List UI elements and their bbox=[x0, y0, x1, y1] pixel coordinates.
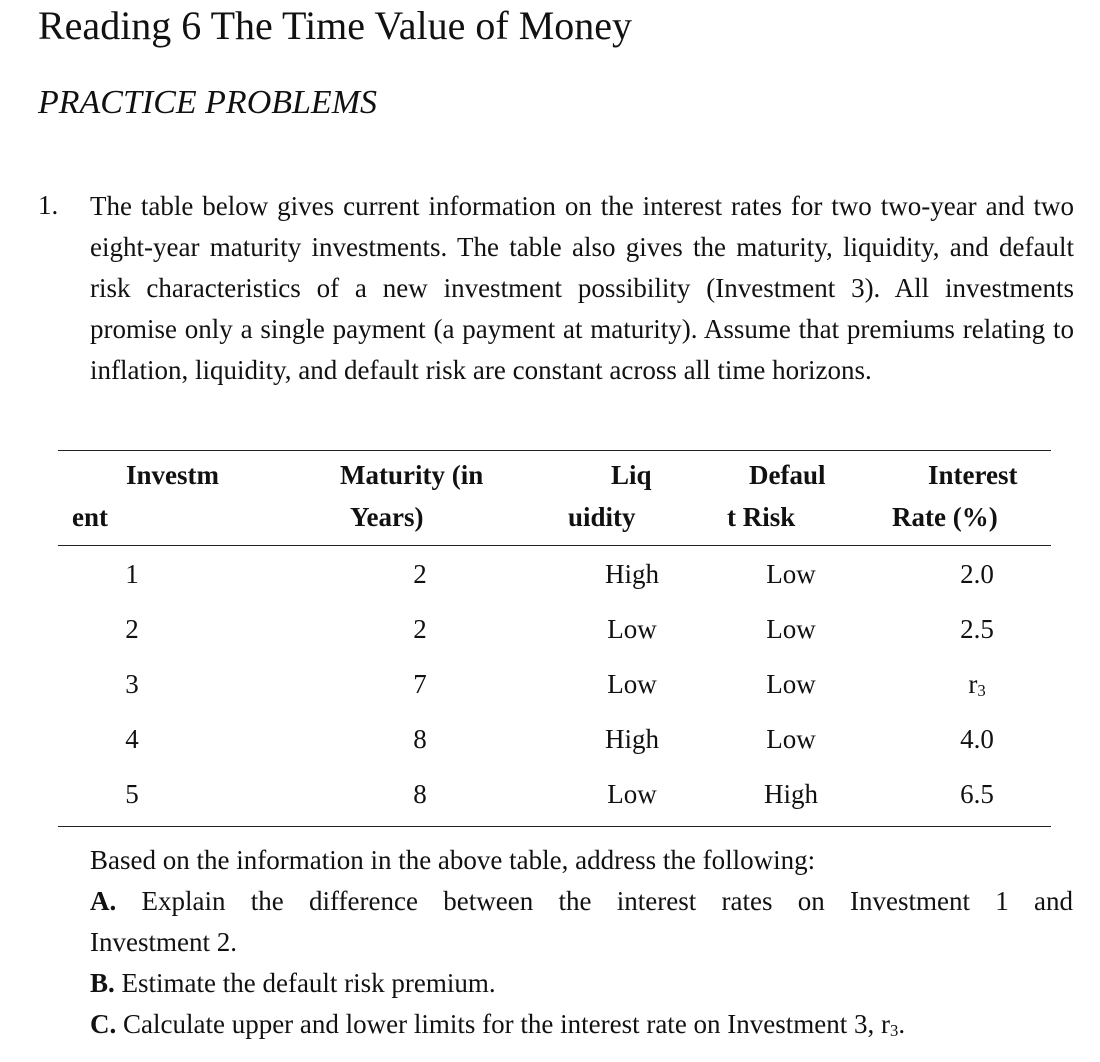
rate-subscript: 3 bbox=[977, 681, 986, 700]
item-end: . bbox=[898, 1009, 906, 1039]
header-liquidity-line1: Liq bbox=[611, 460, 652, 490]
cell-interest-rate: 2.0 bbox=[960, 559, 994, 589]
followup-item-b bbox=[90, 968, 496, 999]
cell-maturity: 7 bbox=[413, 669, 427, 699]
cell-interest-rate: 4.0 bbox=[960, 724, 994, 754]
followup-intro: Based on the information in the above table, address the following: bbox=[90, 845, 816, 875]
cell-default-risk: Low bbox=[766, 614, 816, 644]
item-subscript: 3 bbox=[890, 1021, 899, 1040]
header-interest-rate-line1: Interest bbox=[928, 460, 1018, 490]
cell-default-risk: Low bbox=[766, 724, 816, 754]
section-heading: PRACTICE PROBLEMS bbox=[38, 84, 378, 121]
header-default-risk-line1: Defaul bbox=[749, 460, 826, 490]
cell-maturity: 8 bbox=[413, 779, 427, 809]
item-label: B. bbox=[90, 968, 115, 998]
header-interest-rate-line2: Rate (%) bbox=[892, 502, 998, 532]
question-text: The table below gives current information on the interest rates for two two-year and two eight-year maturity investments. The table also gives the maturity, liquidity, and default risk characteristics of a new investment possibility (Investment 3). All investments promise only a single payment (a payment at maturity). Assume that premiums relating to inflation, liquidity, and default risk are constant across all time horizons. bbox=[90, 191, 1074, 385]
header-liquidity-line2: uidity bbox=[568, 502, 636, 532]
cell-maturity: 2 bbox=[413, 614, 427, 644]
header-maturity-line2: Years) bbox=[350, 502, 424, 532]
cell-investment: 2 bbox=[125, 614, 139, 644]
followup-item-c bbox=[90, 1009, 905, 1041]
cell-liquidity: High bbox=[605, 724, 659, 754]
page-title: Reading 6 The Time Value of Money bbox=[38, 3, 633, 48]
rate-symbol: r bbox=[968, 669, 978, 699]
cell-interest-rate bbox=[968, 669, 985, 701]
cell-interest-rate: 6.5 bbox=[960, 779, 994, 809]
item-text: Calculate upper and lower limits for the interest rate on Investment 3, r bbox=[123, 1009, 891, 1039]
cell-investment: 4 bbox=[125, 724, 139, 754]
cell-investment: 3 bbox=[125, 669, 139, 699]
question-number: 1. bbox=[38, 190, 59, 220]
cell-interest-rate: 2.5 bbox=[960, 614, 994, 644]
item-text: Estimate the default risk premium. bbox=[121, 968, 496, 998]
cell-default-risk: High bbox=[764, 779, 818, 809]
item-label: C. bbox=[90, 1009, 117, 1039]
header-investment-line2: ent bbox=[72, 502, 108, 532]
header-maturity-line1: Maturity (in bbox=[340, 460, 484, 490]
cell-maturity: 8 bbox=[413, 724, 427, 754]
table-header-rule bbox=[58, 545, 1051, 546]
cell-liquidity: High bbox=[605, 559, 659, 589]
table-bottom-rule bbox=[58, 826, 1051, 827]
header-investment-line1: Investm bbox=[126, 460, 219, 490]
item-label: A. bbox=[90, 886, 117, 916]
followup-item-a bbox=[90, 886, 1073, 917]
cell-investment: 5 bbox=[125, 779, 139, 809]
cell-maturity: 2 bbox=[413, 559, 427, 589]
header-default-risk-line2: t Risk bbox=[727, 502, 796, 532]
cell-liquidity: Low bbox=[607, 669, 657, 699]
cell-liquidity: Low bbox=[607, 614, 657, 644]
cell-liquidity: Low bbox=[607, 779, 657, 809]
followup-item-a-continuation: Investment 2. bbox=[90, 927, 237, 957]
table-top-rule bbox=[58, 450, 1051, 451]
cell-default-risk: Low bbox=[766, 559, 816, 589]
item-text: Explain the difference between the interest rates on Investment 1 and bbox=[141, 886, 1074, 916]
cell-investment: 1 bbox=[125, 559, 139, 589]
cell-default-risk: Low bbox=[766, 669, 816, 699]
